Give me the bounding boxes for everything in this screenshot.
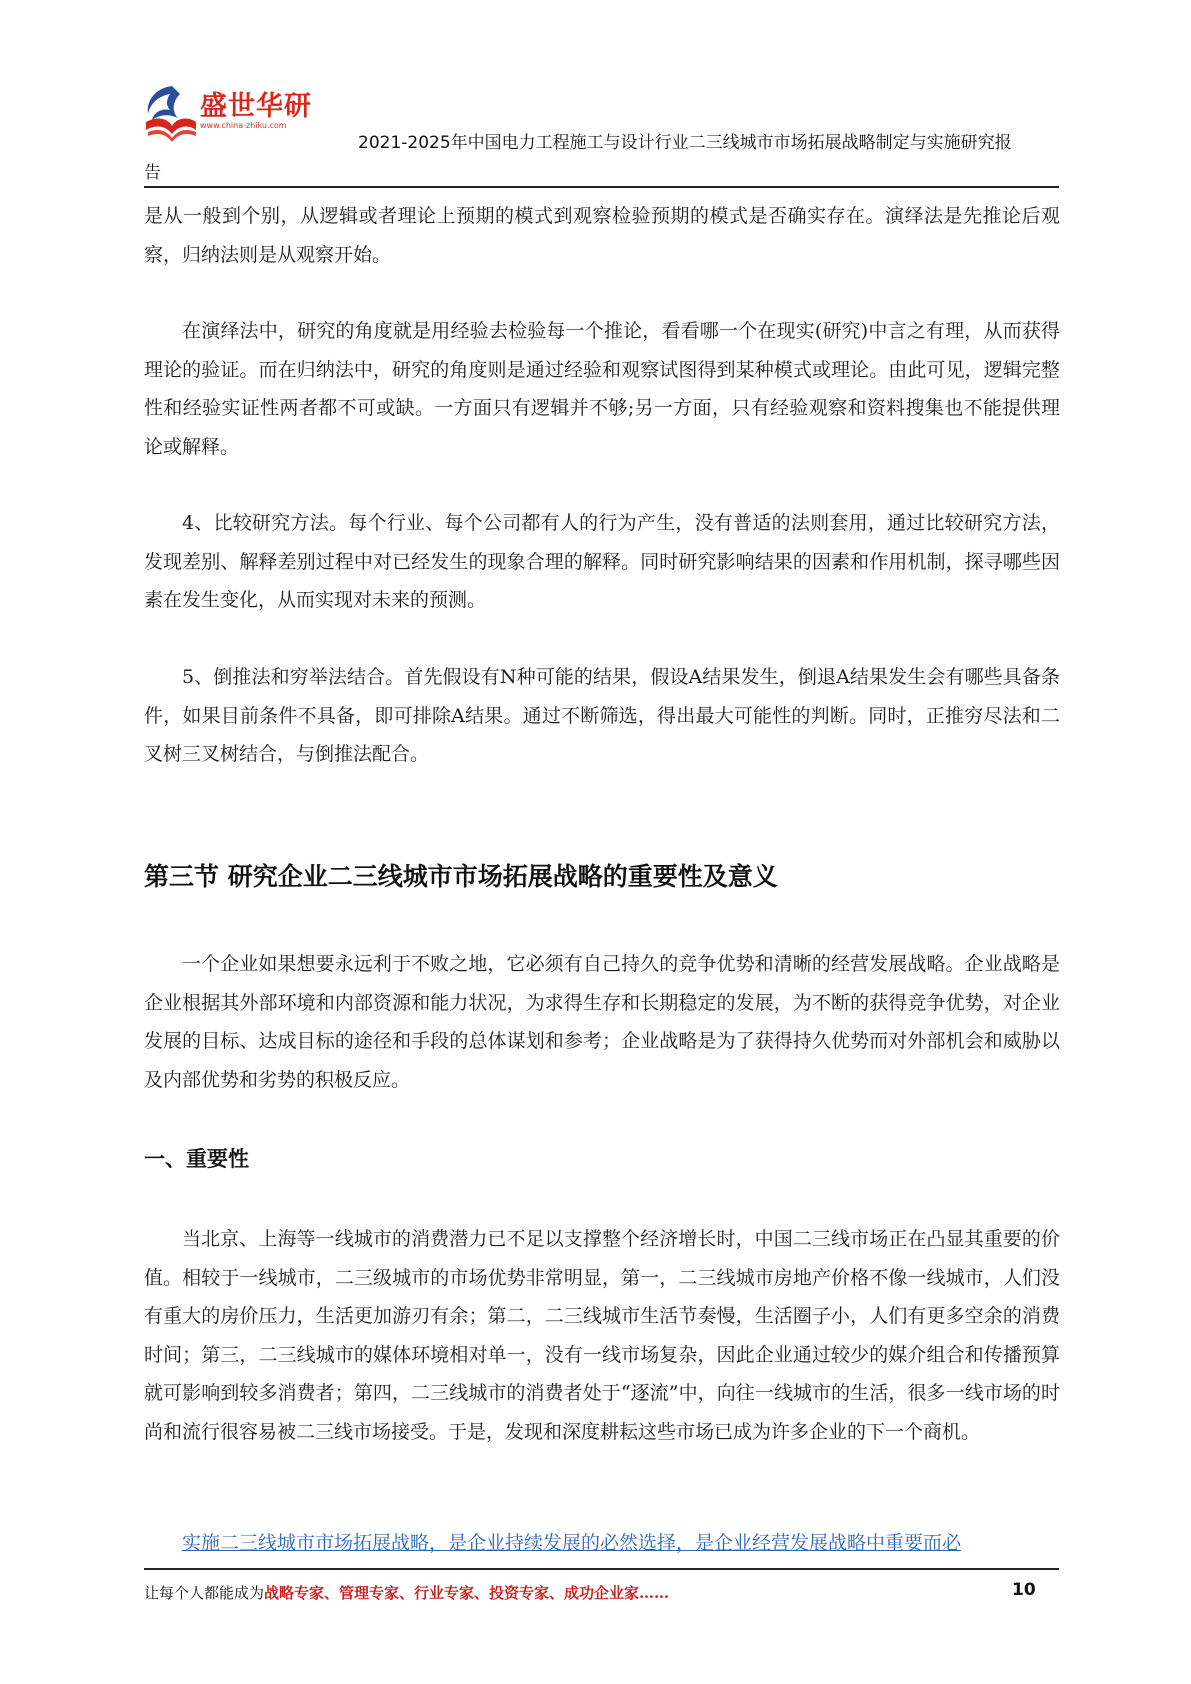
header-divider: [144, 186, 1059, 188]
paragraph-3: 4、比较研究方法。每个行业、每个公司都有人的行为产生，没有普适的法则套用，通过比较研究方法，发现差别、解释差别过程中对已经发生的现象合理的解释。同时研究影响结果的因素和作用机制，探寻哪些因素在发生变化，从而实现对未来的预测。: [144, 512, 1060, 611]
logo-url: www.china-zhiku.com: [200, 121, 287, 130]
slogan-suffix: ……: [639, 1584, 670, 1602]
slogan-highlight: 战略专家、管理专家、行业专家、投资专家、成功企业家: [264, 1584, 640, 1602]
footer-slogan: [144, 1582, 669, 1603]
paragraph-4: 5、倒推法和穷举法结合。首先假设有N种可能的结果，假设A结果发生，倒退A结果发生会有哪些具备条件，如果目前条件不具备，即可排除A结果。通过不断筛选，得出最大可能性的判断。同时，正推穷尽法和二叉树三叉树结合，与倒推法配合。: [144, 666, 1060, 765]
section-heading: 第三节 研究企业二三线城市市场拓展战略的重要性及意义: [144, 862, 778, 891]
report-title-wrap: 告: [144, 163, 161, 183]
paragraph-2: 在演绎法中，研究的角度就是用经验去检验每一个推论，看看哪一个在现实(研究)中言之有理，从而获得理论的验证。而在归纳法中，研究的角度则是通过经验和观察试图得到某种模式或理论。由此可见，逻辑完整性和经验实证性两者都不可或缺。一方面只有逻辑并不够;另一方面，只有经验观察和资料搜集也不能提供理论或解释。: [144, 320, 1060, 458]
sub-heading: 一、重要性: [144, 1147, 249, 1171]
logo-name: 盛世华研: [200, 91, 312, 122]
company-logo: [142, 82, 312, 142]
report-title: 2021-2025年中国电力工程施工与设计行业二三线城市市场拓展战略制定与实施研究报: [358, 133, 1012, 153]
footer-divider: [144, 1568, 1059, 1570]
paragraph-5: 一个企业如果想要永远利于不败之地，它必须有自己持久的竞争优势和清晰的经营发展战略。企业战略是企业根据其外部环境和内部资源和能力状况，为求得生存和长期稳定的发展，为不断的获得竞争优势，对企业发展的目标、达成目标的途径和手段的总体谋划和参考；企业战略是为了获得持久优势而对外部机会和威胁以及内部优势和劣势的积极反应。: [144, 953, 1060, 1091]
page-number: 10: [1012, 1580, 1036, 1600]
paragraph-1: 是从一般到个别，从逻辑或者理论上预期的模式到观察检验预期的模式是否确实存在。演绎法是先推论后观察，归纳法则是从观察开始。: [144, 205, 1060, 266]
hyperlink-text[interactable]: 实施二三线城市市场拓展战略，是企业持续发展的必然选择，是企业经营发展战略中重要而必: [182, 1532, 962, 1554]
slogan-prefix: 让每个人都能成为: [144, 1584, 265, 1602]
paragraph-6: 当北京、上海等一线城市的消费潜力已不足以支撑整个经济增长时，中国二三线市场正在凸显其重要的价值。相较于一线城市，二三级城市的市场优势非常明显，第一，二三线城市房地产价格不像一线城市，人们没有重大的房价压力，生活更加游刃有余；第二，二三线城市生活节奏慢，生活圈子小，人们有更多空余的消费时间；第三，二三线城市的媒体环境相对单一，没有一线市场复杂，因此企业通过较少的媒介组合和传播预算就可影响到较多消费者；第四，二三线城市的消费者处于“逐流”中，向往一线城市的生活，很多一线市场的时尚和流行很容易被二三线市场接受。于是，发现和深度耕耘这些市场已成为许多企业的下一个商机。: [144, 1228, 1060, 1443]
logo-emblem-icon: [142, 82, 198, 142]
